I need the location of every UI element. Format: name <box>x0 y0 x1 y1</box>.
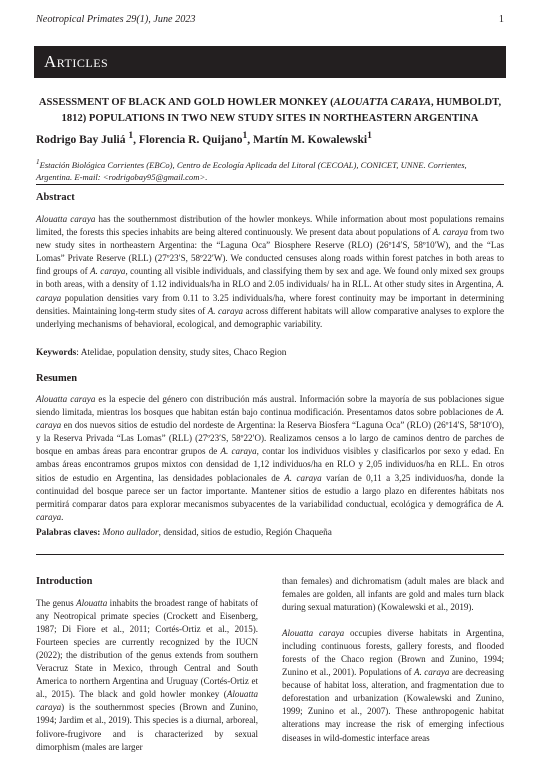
affiliation-line: Estación Biológica Corrientes (EBCo), Centro de Ecología Aplicada del Litoral (CECOAL), CONICET, UNNE. Corrientes, <box>39 159 467 170</box>
page-number: 1 <box>498 14 504 25</box>
resumen-text: . <box>61 511 64 522</box>
species-name: A. caraya <box>90 266 126 277</box>
section-label: Articles <box>44 52 109 71</box>
species-name: A. caraya <box>284 472 322 483</box>
intro-text: are decreasing because of habitat loss, alteration, and fragmentation due to deforestation and urbanization (Kowalewski and Zunino, 1999; Zunino et al., 2007). These anthropogenic habitat alterations may increase the risk of emerging infectious diseases in wild-domestic interface areas <box>282 667 505 743</box>
title-text: , HUMBOLDT, <box>430 97 502 108</box>
species-name: A. caraya <box>207 305 244 316</box>
species-name: A. caraya <box>36 407 504 431</box>
resumen-text: es la especie del género con distribución más austral. Información sobre la mayoría de sus poblaciones sigue siendo limitada, mientras los bosques que habitan están bajo continua modificación. Presentamos datos sobre poblaciones de <box>36 394 504 418</box>
author-affiliation-mark: 1 <box>128 130 134 141</box>
palabras-text: , densidad, sitios de estudio, Región Chaqueña <box>158 528 332 538</box>
title-species: ALOUATTA CARAYA <box>333 97 431 108</box>
species-name: Alouatta caraya <box>36 394 96 404</box>
species-name: Alouatta caraya <box>36 689 258 713</box>
genus-name: Alouatta <box>76 598 108 609</box>
affiliation-mark: 1 <box>36 158 40 166</box>
abstract-body <box>36 213 504 331</box>
palabras-label: Palabras claves: <box>36 528 101 538</box>
author-affiliation-mark: 1 <box>242 130 248 141</box>
intro-paragraph <box>282 627 504 744</box>
intro-text: The genus <box>36 598 77 609</box>
palabras-claves <box>36 528 504 538</box>
title-line-2: 1812) POPULATIONS IN TWO NEW STUDY SITES IN NORTHEASTERN ARGENTINA <box>61 112 479 124</box>
resumen-text: varían de 0,11 a 3,25 individuos/ha, donde la continuidad del bosque parece ser un factor importante. Mantener sitios de estudio a largo plazo en diferentes hábitats nos permitirá comparar datos para explorar mecanismos subyacentes de la variabilidad conductual, ecológica y demográfica de <box>36 472 504 509</box>
title-text: ASSESSMENT OF BLACK AND GOLD HOWLER MONKEY ( <box>38 97 334 108</box>
resumen-body <box>36 393 504 524</box>
affiliation-line: Argentina. E-mail: <rodrigobay95@gmail.com>. <box>36 172 208 183</box>
species-name: Alouatta caraya <box>36 214 96 224</box>
introduction-heading: Introduction <box>36 576 93 587</box>
author-list: Rodrigo Bay Juliá $^1$, Florencia R. Quijano$^1$, Martín M. Kowalewski$^1$ <box>36 130 372 146</box>
species-name: A. caraya <box>36 498 504 522</box>
divider <box>36 554 504 555</box>
keywords-label: Keywords <box>36 348 77 358</box>
palabras-italic: Mono aullador <box>100 528 159 538</box>
species-name: A. caraya <box>414 667 450 678</box>
abstract-text: has the southernmost distribution of the howler monkeys. While information about most populations remains limited, the forests this species inhabits are being altered continuously. We present data about populations of <box>36 214 504 238</box>
abstract-text: population densities vary from 0.11 to 3.25 individuals/ha, where forest continuity may be important in determining densities. Maintaining long-term study sites of <box>36 292 504 316</box>
author-affiliation-mark: 1 <box>367 130 372 141</box>
intro-text: ) is the southernmost species (Brown and Zunino, 1994; Jardim et al., 2019). This species is a diurnal, arboreal, folivore-frugivore and is characterized by sexual dimorphism (males are larger <box>36 702 258 752</box>
title-line-1 <box>36 95 504 111</box>
resumen-text: en dos nuevos sitios de estudio del nordeste de Argentina: la Reserva Biosfera “Laguna Oca” (RLO) (26º14′S, 58º10′O), y la Reserva Privada “Las Lomas” (RLL) (27º23′S, 58º22′O). Realizamos censos a lo largo de caminos dentro de parches de bosque en ambas áreas para encontrar grupos de <box>36 420 504 457</box>
abstract-heading: Abstract <box>36 192 75 203</box>
resumen-text: , contar los individuos visibles y clasificarlos por sexo y edad. En ambas áreas encontramos grupos mixtos con densidad de 1,12 individuos/ha en RLO y 2,05 individuos/ha en RLL. En otros sitios de estudio en Argentina, las densidades poblacionales de <box>36 446 505 483</box>
article-title <box>36 95 504 126</box>
author-name: Rodrigo Bay Juliá <box>36 133 126 146</box>
affiliation <box>36 156 498 184</box>
author-name: Florencia R. Quijano <box>138 133 243 146</box>
running-header <box>36 14 504 25</box>
species-name: A. caraya <box>432 227 468 238</box>
abstract-text: , counting all visible individuals, and classifying them by sex and age. We found only mixed sex groups in both areas, with a density of 1.12 individuals/ha in RLO and 2.05 individuals/ ha in RLL. At other study sites in Argentina, <box>36 266 505 290</box>
column-right <box>282 575 504 758</box>
section-band <box>34 46 506 78</box>
intro-text: occupies diverse habitats in Argentina, including continuous forests, gallery forests, and flooded forests of the Chaco region (Brown and Zunino, 1994; Zunino et al., 2001). Populations of <box>282 628 504 678</box>
intro-paragraph-continued: than females) and dichromatism (adult males are black and females are golden, all infants are gold and males turn black during sexual maturation) (Kowalewski et al., 2019). <box>282 576 504 613</box>
intro-paragraph <box>36 597 258 754</box>
species-name: Alouatta caraya <box>282 628 345 639</box>
intro-text: inhabits the broadest range of habitats of any Neotropical primate species (Crockett and Eisenberg, 1987; Di Fiore et al., 2011; Cortés-Ortiz et al., 2015). Fourteen species are currently recognized by the IUCN (2022); the distribution of the genus extends from southern Veracruz State in Mexico, through Central and South America to northern Argentina and Uruguay (Cortés-Ortiz et al., 2015). The black and gold howler monkey ( <box>36 598 258 700</box>
species-name: A. caraya <box>220 446 257 457</box>
abstract-text: across different habitats will allow comparative analyses to explore the underlying mechanisms of behavioral, ecological, and demographic variability. <box>36 305 504 329</box>
abstract-text: from two new study sites in northeastern Argentina: the “Laguna Oca” Biosphere Reserve (RLO) (26º14′S, 58º10′W), and the “Las Lomas” Private Reserve (RLL) (27º23′S, 58º22′W). We conducted censuses along roads within forest patches in both areas to find groups of <box>36 227 504 277</box>
keywords <box>36 348 504 358</box>
journal-citation: Neotropical Primates 29(1), June 2023 <box>36 14 196 25</box>
resumen-heading: Resumen <box>36 373 77 384</box>
keywords-text: : Atelidae, population density, study sites, Chaco Region <box>76 348 287 358</box>
column-left <box>36 575 258 767</box>
species-name: A. caraya <box>36 279 504 303</box>
divider <box>36 184 504 185</box>
author-name: Martín M. Kowalewski <box>253 133 368 146</box>
